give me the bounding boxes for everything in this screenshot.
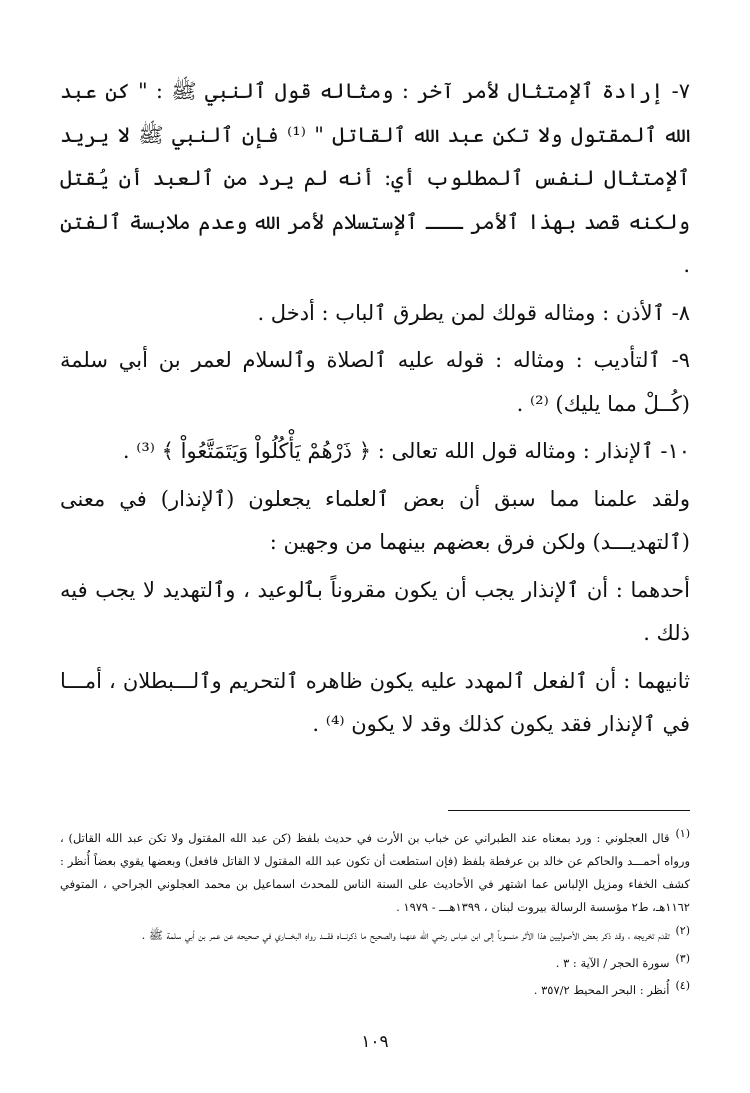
paragraph-10 [60, 430, 690, 474]
footnote-number: (٤) [675, 979, 690, 993]
footnote-divider [448, 810, 690, 811]
footnote-text: قال العجلوني : ورد بمعناه عند الطبراني عن خباب بن الأرت في حديث بلفظ (كن عبد الله المقتول ولا تكن عبد الله القاتل) ، ورواه أحمـــد والحاكم عن خالد بن عرفطة بلفظ (فإن استطعت أن تكون عبد الله المقتول لا القاتل فافعل) وبعضها يقوي بعضاً أُنظر : كشف الخفاء ومزيل الإلباس عما اشتهر في الأحاديث على السنة الناس للمحدث اسماعيل بن محمد العجلوني الجراحي ، المتوفي ١١٦٢هـ، ط٢ مؤسسة الرسالة بيروت لبنان ، ١٣٩٩هـــ - ١٩٧٩ . [60, 830, 690, 914]
verse-reference: ⁽³⁾ . [122, 439, 155, 463]
paragraph-13: ثانيهما : أن ٱلفعل ٱلمهدد عليه يكون ظاهره ٱلتحريم وٱلـــبطلان ، أمـــا في ٱلإنذار فقد يكون كذلك وقد لا يكون ⁽⁴⁾ . [60, 668, 690, 736]
footnote-text: سورة الحجر / الآية : ٣ . [555, 955, 670, 970]
footnote-number: (٢) [675, 923, 690, 937]
page-number: ١٠٩ [361, 1032, 389, 1052]
paragraph-7: ٧- إرادة ٱلإمتثال لأمر آخر : ومثاله قول ٱلنبي ﷺ : " كن عبد الله ٱلمقتول ولا تكن عبد الله ٱلقاتل " ⁽¹⁾ فإن ٱلنبي ﷺ لا يريد ٱلإمتثال لنفس ٱلمطلوب أي: أنه لم يرد من ٱلعبد أن يُقتل ولكنه قصد بهذا ٱلأمر ـــ ٱلإستسلام لأمر الله وعدم ملابسة ٱلفتن . [60, 79, 690, 277]
footnote-text: تقدم تخريجه ، وقد ذكر بعض الأصوليين هذا الأثر منسوباً إلى ابن عباس رضي الله عنهما والصحيح ما ذكرنـــاه فقـــد رواه البخـــاري في صحيحه عن عمر بن أبي سلمة ﷺ . [141, 927, 670, 942]
paragraph-8: ٨- ٱلأذن : ومثاله قولك لمن يطرق ٱلباب : أدخل . [257, 300, 690, 325]
footnote-text: أُنظر : البحر المحيط ٣٥٧/٢ . [533, 983, 670, 998]
footnote-2 [60, 919, 690, 947]
main-text [60, 70, 690, 747]
paragraph-10-intro: ١٠- ٱلإنذار : ومثاله قول الله تعالى : [377, 439, 690, 463]
footnote-number: (٣) [675, 951, 690, 965]
paragraph-9: ٩- ٱلتأديب : ومثاله : قوله عليه ٱلصلاة وٱلسلام لعمر بن أبي سلمة (كُــلْ مما يليك) ⁽²⁾ . [60, 348, 690, 416]
footnotes [60, 822, 690, 1002]
footnote-1 [60, 822, 690, 919]
paragraph-12: أحدهما : أن ٱلإنذار يجب أن يكون مقروناً بٱلوعيد ، وٱلتهديد لا يجب فيه ذلك . [60, 577, 690, 645]
footnote-4 [60, 974, 690, 1002]
quran-verse: ﴿ ذَرْهُمْ يَأْكُلُواْ وَيَتَمَتَّعُواْ ﴾ [161, 439, 371, 463]
footnote-number: (١) [675, 827, 690, 840]
paragraph-11: ولقد علمنا مما سبق أن بعض ٱلعلماء يجعلون (ٱلإنذار) في معنى (ٱلتهديـــد) ولكن فرق بعضهم بينهما من وجهين : [60, 486, 690, 554]
footnote-3 [60, 947, 690, 975]
